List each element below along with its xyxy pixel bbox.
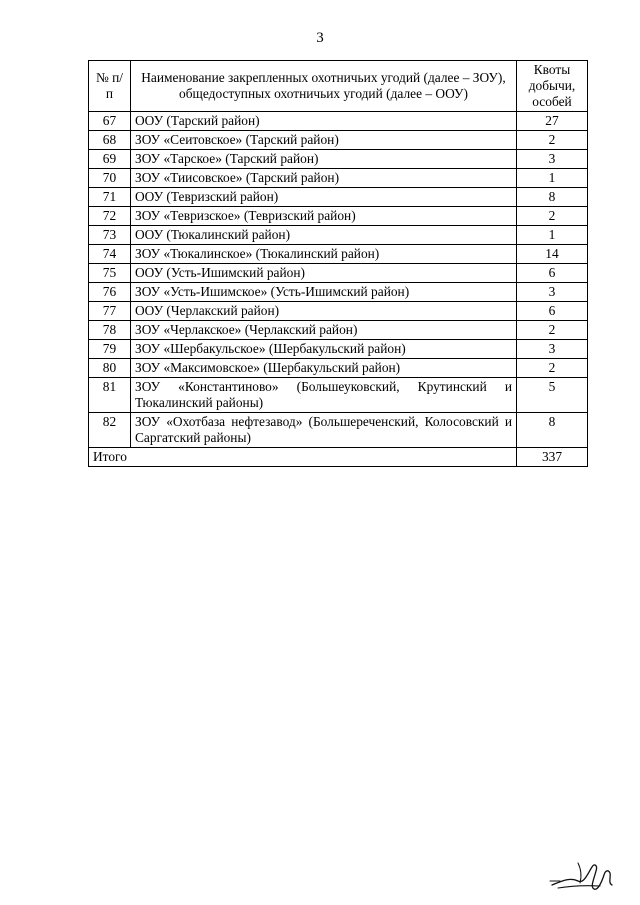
table-row: [89, 131, 588, 150]
table-row: [89, 245, 588, 264]
row-num: 74: [89, 245, 131, 264]
table-row: [89, 188, 588, 207]
row-name: ООУ (Тевризский район): [131, 188, 517, 207]
row-num: 72: [89, 207, 131, 226]
row-name: ООУ (Черлакский район): [131, 302, 517, 321]
row-num: 68: [89, 131, 131, 150]
quota-table: [88, 60, 588, 467]
row-quota: 8: [517, 188, 588, 207]
row-quota: 6: [517, 264, 588, 283]
header-quota: Квоты добычи, особей: [517, 61, 588, 112]
row-name: ЗОУ «Охотбаза нефтезавод» (Большереченский, Колосовский и Саргатский районы): [131, 413, 517, 448]
table-body: [89, 112, 588, 448]
row-num: 71: [89, 188, 131, 207]
row-num: 77: [89, 302, 131, 321]
table-row: [89, 359, 588, 378]
row-quota: 1: [517, 169, 588, 188]
row-quota: 2: [517, 131, 588, 150]
row-name: ЗОУ «Сеитовское» (Тарский район): [131, 131, 517, 150]
table-row: [89, 264, 588, 283]
table-row: [89, 283, 588, 302]
row-quota: 3: [517, 283, 588, 302]
table-row: [89, 321, 588, 340]
row-quota: 3: [517, 150, 588, 169]
row-num: 67: [89, 112, 131, 131]
table-header-row: [89, 61, 588, 112]
row-quota: 2: [517, 359, 588, 378]
table-row: [89, 169, 588, 188]
header-name: Наименование закрепленных охотничьих угодий (далее – ЗОУ), общедоступных охотничьих угодий (далее – ООУ): [131, 61, 517, 112]
table-row: [89, 340, 588, 359]
row-name: ЗОУ «Черлакское» (Черлакский район): [131, 321, 517, 340]
row-name: ЗОУ «Усть-Ишимское» (Усть-Ишимский район): [131, 283, 517, 302]
row-num: 79: [89, 340, 131, 359]
table-row: [89, 413, 588, 448]
row-num: 69: [89, 150, 131, 169]
header-num: № п/п: [89, 61, 131, 112]
row-quota: 14: [517, 245, 588, 264]
row-num: 78: [89, 321, 131, 340]
signature: [548, 855, 618, 895]
row-name: ЗОУ «Тюкалинское» (Тюкалинский район): [131, 245, 517, 264]
row-name: ООУ (Тюкалинский район): [131, 226, 517, 245]
row-num: 75: [89, 264, 131, 283]
row-name: ЗОУ «Константиново» (Большеуковский, Крутинский и Тюкалинский районы): [131, 378, 517, 413]
row-num: 82: [89, 413, 131, 448]
row-quota: 5: [517, 378, 588, 413]
row-quota: 6: [517, 302, 588, 321]
row-name: ЗОУ «Шербакульское» (Шербакульский район): [131, 340, 517, 359]
total-label: Итого: [89, 448, 517, 467]
row-quota: 27: [517, 112, 588, 131]
row-num: 70: [89, 169, 131, 188]
row-name: ЗОУ «Тарское» (Тарский район): [131, 150, 517, 169]
row-quota: 8: [517, 413, 588, 448]
row-quota: 2: [517, 321, 588, 340]
total-quota: 337: [517, 448, 588, 467]
table-row: [89, 207, 588, 226]
page-number: 3: [316, 30, 324, 46]
row-name: ООУ (Усть-Ишимский район): [131, 264, 517, 283]
table-row: [89, 226, 588, 245]
row-num: 80: [89, 359, 131, 378]
row-num: 76: [89, 283, 131, 302]
table-row: [89, 150, 588, 169]
row-num: 73: [89, 226, 131, 245]
total-row: [89, 448, 588, 467]
row-name: ЗОУ «Тевризское» (Тевризский район): [131, 207, 517, 226]
row-num: 81: [89, 378, 131, 413]
row-name: ЗОУ «Максимовское» (Шербакульский район): [131, 359, 517, 378]
row-name: ООУ (Тарский район): [131, 112, 517, 131]
row-quota: 2: [517, 207, 588, 226]
table-row: [89, 378, 588, 413]
row-quota: 1: [517, 226, 588, 245]
row-quota: 3: [517, 340, 588, 359]
table-row: [89, 302, 588, 321]
table-row: [89, 112, 588, 131]
row-name: ЗОУ «Тиисовское» (Тарский район): [131, 169, 517, 188]
